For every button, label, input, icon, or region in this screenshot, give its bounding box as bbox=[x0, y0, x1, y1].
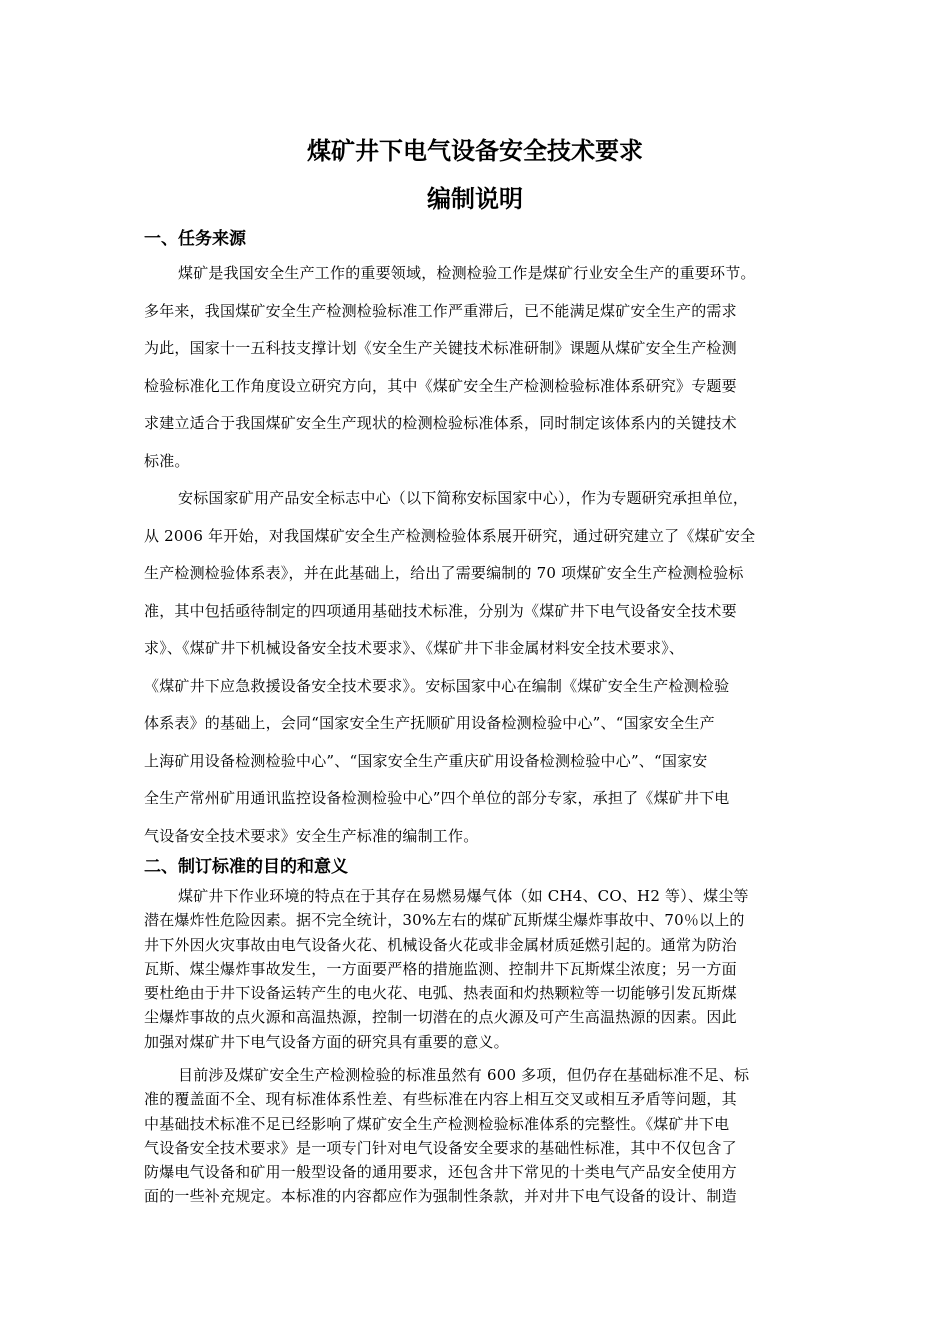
document-title: 煤矿井下电气设备安全技术要求 bbox=[307, 137, 643, 165]
text-line: 加强对煤矿井下电气设备方面的研究具有重要的意义。 bbox=[144, 1032, 509, 1051]
text-line: 目前涉及煤矿安全生产检测检验的标准虽然有 600 多项，但仍存在基础标准不足、标 bbox=[178, 1066, 750, 1084]
text-line: 生产检测检验体系表》，并在此基础上，给出了需要编制的 70 项煤矿安全生产检测检验标 bbox=[144, 564, 744, 582]
text-line: 全生产常州矿用通讯监控设备检测检验中心”四个单位的部分专家，承担了《煤矿井下电 bbox=[144, 789, 730, 807]
section-heading-purpose: 二、制订标准的目的和意义 bbox=[144, 857, 348, 877]
text-line: 尘爆炸事故的点火源和高温热源，控制一切潜在的点火源及可产生高温热源的因素。因此 bbox=[144, 1008, 737, 1027]
text-line: 求建立适合于我国煤矿安全生产现状的检测检验标准体系，同时制定该体系内的关键技术 bbox=[144, 414, 737, 432]
text-line: 气设备安全技术要求》是一项专门针对电气设备安全要求的基础性标准，其中不仅包含了 bbox=[144, 1138, 737, 1157]
paragraph-task-source-1 bbox=[144, 255, 812, 480]
text-line: 煤矿是我国安全生产工作的重要领域，检测检验工作是煤矿行业安全生产的重要环节。 bbox=[178, 264, 756, 282]
text-line: 多年来，我国煤矿安全生产检测检验标准工作严重滞后，已不能满足煤矿安全生产的需求 bbox=[144, 301, 737, 320]
paragraph-purpose-2 bbox=[144, 1063, 812, 1209]
document-subtitle: 编制说明 bbox=[427, 185, 523, 213]
text-line: 上海矿用设备检测检验中心”、“国家安全生产重庆矿用设备检测检验中心”、“国家安 bbox=[144, 751, 708, 770]
text-line: 体系表》的基础上，会同“国家安全生产抚顺矿用设备检测检验中心”、“国家安全生产 bbox=[144, 714, 715, 732]
text-line: 中基础技术标准不足已经影响了煤矿安全生产检测检验标准体系的完整性。《煤矿井下电 bbox=[144, 1114, 730, 1133]
section-heading-task-source: 一、任务来源 bbox=[144, 229, 246, 249]
text-line: 安标国家矿用产品安全标志中心（以下简称安标国家中心），作为专题研究承担单位， bbox=[178, 489, 749, 507]
text-line: 煤矿井下作业环境的特点在于其存在易燃易爆气体（如 CH4、CO、H2 等）、煤尘等 bbox=[178, 887, 749, 905]
text-line: 准的覆盖面不全、现有标准体系性差、有些标准在内容上相互交叉或相互矛盾等问题，其 bbox=[144, 1090, 737, 1109]
text-line: 为此，国家十一五科技支撑计划《安全生产关键技术标准研制》课题从煤矿安全生产检测 bbox=[144, 339, 737, 357]
text-line: 《煤矿井下应急救援设备安全技术要求》。安标国家中心在编制《煤矿安全生产检测检验 bbox=[144, 676, 730, 695]
text-line: 井下外因火灾事故由电气设备火花、机械设备火花或非金属材质延燃引起的。通常为防治 bbox=[144, 935, 737, 954]
text-line: 潜在爆炸性危险因素。据不完全统计，30%左右的煤矿瓦斯煤尘爆炸事故中、70％以上的 bbox=[144, 911, 745, 930]
text-line: 从 2006 年开始，对我国煤矿安全生产检测检验体系展开研究，通过研究建立了《煤矿安全 bbox=[144, 526, 756, 545]
text-line: 气设备安全技术要求》安全生产标准的编制工作。 bbox=[144, 826, 479, 845]
text-line: 准，其中包括亟待制定的四项通用基础技术标准，分别为《煤矿井下电气设备安全技术要 bbox=[144, 601, 737, 620]
text-line: 要杜绝由于井下设备运转产生的电火花、电弧、热表面和灼热颗粒等一切能够引发瓦斯煤 bbox=[144, 984, 737, 1003]
text-line: 标准。 bbox=[144, 451, 190, 470]
text-line: 检验标准化工作角度设立研究方向，其中《煤矿安全生产检测检验标准体系研究》专题要 bbox=[144, 376, 737, 395]
text-line: 防爆电气设备和矿用一般型设备的通用要求，还包含井下常见的十类电气产品安全使用方 bbox=[144, 1163, 737, 1182]
paragraph-task-source-2 bbox=[144, 480, 812, 855]
text-line: 求》、《煤矿井下机械设备安全技术要求》、《煤矿井下非金属材料安全技术要求》、 bbox=[144, 639, 685, 657]
text-line: 面的一些补充规定。本标准的内容都应作为强制性条款，并对井下电气设备的设计、制造 bbox=[144, 1187, 737, 1206]
paragraph-purpose-1 bbox=[144, 884, 812, 1054]
text-line: 瓦斯、煤尘爆炸事故发生，一方面要严格的措施监测、控制井下瓦斯煤尘浓度；另一方面 bbox=[144, 959, 737, 978]
